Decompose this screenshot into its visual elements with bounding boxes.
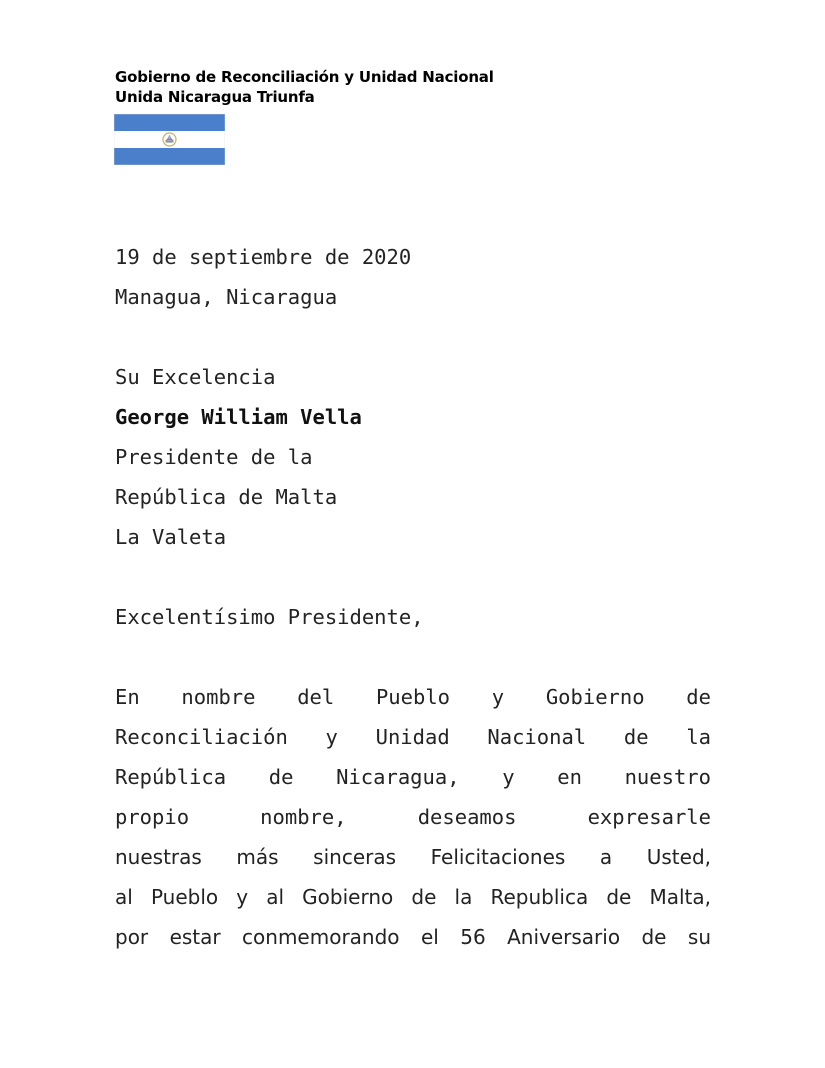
recipient-city: La Valeta bbox=[115, 525, 227, 549]
body-line: al Pueblo y al Gobierno de la Republica de Malta, bbox=[115, 885, 711, 909]
letter-date: 19 de septiembre de 2020 bbox=[115, 245, 412, 269]
body-line: propio nombre, deseamos expresarle bbox=[115, 805, 711, 829]
recipient-title: Su Excelencia bbox=[115, 365, 276, 389]
letter-place: Managua, Nicaragua bbox=[115, 285, 338, 309]
letterhead-government-name: Gobierno de Reconciliación y Unidad Nacional bbox=[115, 68, 494, 86]
body-line: República de Nicaragua, y en nuestro bbox=[115, 765, 711, 789]
salutation: Excelentísimo Presidente, bbox=[115, 605, 424, 629]
recipient-name: George William Vella bbox=[115, 405, 362, 429]
nicaragua-flag-icon bbox=[114, 114, 225, 165]
body-paragraph bbox=[115, 677, 711, 957]
letter-body bbox=[115, 237, 711, 957]
body-line: Reconciliación y Unidad Nacional de la bbox=[115, 725, 711, 749]
letterhead bbox=[115, 67, 494, 107]
body-line: por estar conmemorando el 56 Aniversario de su bbox=[115, 925, 711, 949]
recipient-country: República de Malta bbox=[115, 485, 338, 509]
letterhead-slogan: Unida Nicaragua Triunfa bbox=[115, 88, 315, 106]
spacer bbox=[115, 317, 711, 357]
body-line: nuestras más sinceras Felicitaciones a Usted, bbox=[115, 845, 711, 869]
body-line: En nombre del Pueblo y Gobierno de bbox=[115, 685, 711, 709]
recipient-role: Presidente de la bbox=[115, 445, 313, 469]
spacer bbox=[115, 557, 711, 597]
spacer bbox=[115, 637, 711, 677]
